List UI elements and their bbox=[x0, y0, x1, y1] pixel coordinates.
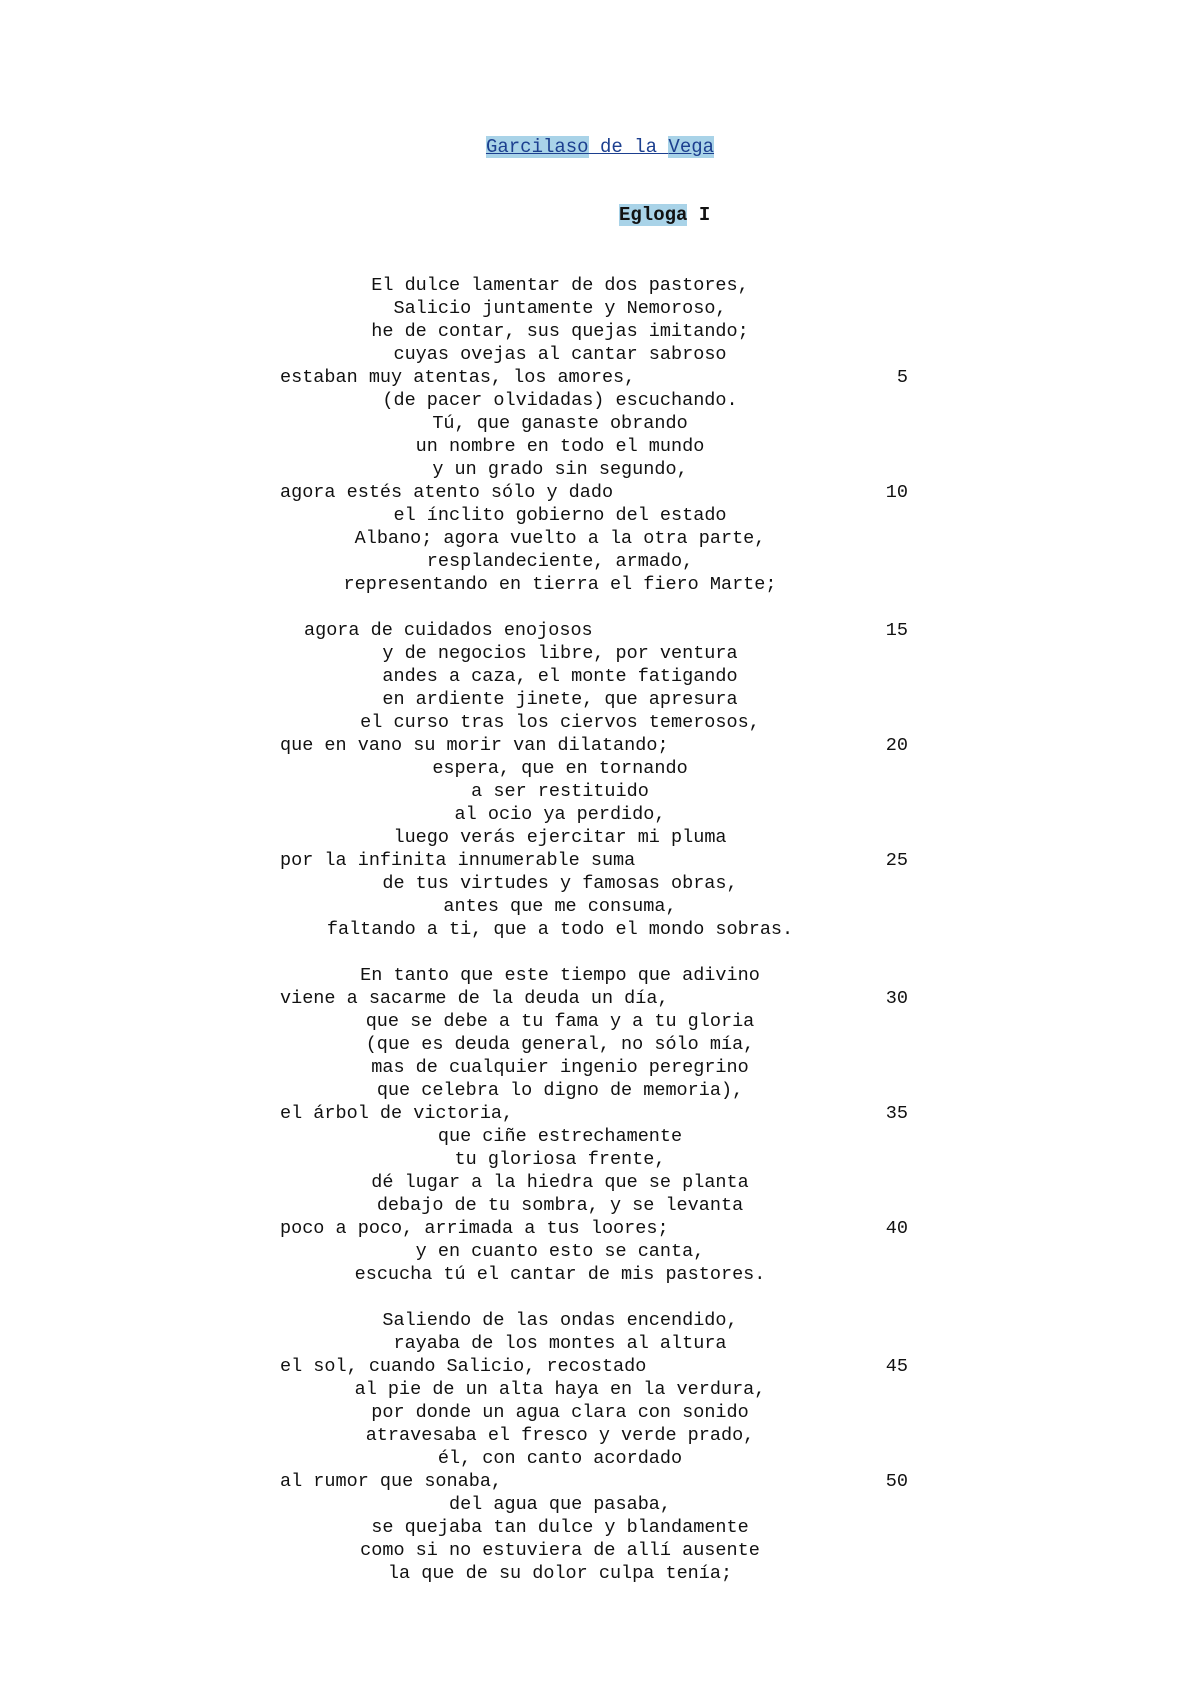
verse-number: 45 bbox=[885, 1356, 908, 1377]
verse-text: Salicio juntamente y Nemoroso, bbox=[393, 298, 727, 319]
verse-line bbox=[280, 918, 940, 941]
verse-text: por donde un agua clara con sonido bbox=[371, 1402, 749, 1423]
verse-line bbox=[280, 1171, 940, 1194]
verse-line bbox=[280, 1263, 940, 1286]
verse-line bbox=[280, 780, 940, 803]
verse-text: en ardiente jinete, que apresura bbox=[382, 689, 738, 710]
verse-text: como si no estuviera de allí ausente bbox=[360, 1540, 760, 1561]
verse-line bbox=[280, 1309, 940, 1332]
verse-line bbox=[280, 527, 940, 550]
verse-text: por la infinita innumerable suma bbox=[280, 850, 636, 871]
verse-line bbox=[280, 987, 940, 1010]
verse-number: 35 bbox=[885, 1103, 908, 1124]
verse-text: atravesaba el fresco y verde prado, bbox=[365, 1425, 755, 1446]
verse-text: escucha tú el cantar de mis pastores. bbox=[354, 1264, 766, 1285]
author-link[interactable] bbox=[486, 136, 714, 158]
verse-line bbox=[280, 1033, 940, 1056]
verse-text: al pie de un alta haya en la verdura, bbox=[354, 1379, 766, 1400]
verse-text: agora de cuidados enojosos bbox=[304, 620, 593, 641]
verse-text: el ínclito gobierno del estado bbox=[393, 505, 727, 526]
verse-line bbox=[280, 412, 940, 435]
verse-line bbox=[280, 573, 940, 596]
verse-line bbox=[280, 550, 940, 573]
verse-text: viene a sacarme de la deuda un día, bbox=[280, 988, 669, 1009]
verse-line bbox=[280, 1355, 940, 1378]
verse-line bbox=[280, 1539, 940, 1562]
verse-line bbox=[280, 1240, 940, 1263]
verse-text: Albano; agora vuelto a la otra parte, bbox=[354, 528, 766, 549]
verse-line bbox=[280, 711, 940, 734]
verse-text: se quejaba tan dulce y blandamente bbox=[371, 1517, 749, 1538]
verse-text: poco a poco, arrimada a tus loores; bbox=[280, 1218, 669, 1239]
verse-line bbox=[280, 1516, 940, 1539]
stanza-break bbox=[280, 596, 940, 619]
verse-text: tu gloriosa frente, bbox=[454, 1149, 666, 1170]
verse-text: del agua que pasaba, bbox=[448, 1494, 672, 1515]
verse-text: dé lugar a la hiedra que se planta bbox=[371, 1172, 749, 1193]
verse-line bbox=[280, 366, 940, 389]
author-particle: de la bbox=[588, 136, 669, 158]
verse-text: la que de su dolor culpa tenía; bbox=[387, 1563, 733, 1584]
verse-line bbox=[280, 642, 940, 665]
verse-line bbox=[280, 481, 940, 504]
verse-number: 20 bbox=[885, 735, 908, 756]
verse-text: y de negocios libre, por ventura bbox=[382, 643, 738, 664]
verse-text: debajo de tu sombra, y se levanta bbox=[376, 1195, 744, 1216]
verse-text: rayaba de los montes al altura bbox=[393, 1333, 727, 1354]
verse-line bbox=[280, 1470, 940, 1493]
verse-text: y en cuanto esto se canta, bbox=[415, 1241, 705, 1262]
verse-line bbox=[280, 1056, 940, 1079]
verse-text: Saliendo de las ondas encendido, bbox=[382, 1310, 738, 1331]
verse-text: el sol, cuando Salicio, recostado bbox=[280, 1356, 647, 1377]
verse-text: espera, que en tornando bbox=[432, 758, 688, 779]
verse-number: 5 bbox=[896, 367, 908, 388]
verse-text: he de contar, sus quejas imitando; bbox=[371, 321, 749, 342]
verse-text: andes a caza, el monte fatigando bbox=[382, 666, 738, 687]
verse-text: el curso tras los ciervos temerosos, bbox=[360, 712, 760, 733]
verse-line bbox=[280, 320, 940, 343]
verse-text: un nombre en todo el mundo bbox=[415, 436, 705, 457]
verse-text: y un grado sin segundo, bbox=[432, 459, 688, 480]
verse-line bbox=[280, 389, 940, 412]
verse-text: agora estés atento sólo y dado bbox=[280, 482, 614, 503]
verse-line bbox=[280, 964, 940, 987]
verse-number: 40 bbox=[885, 1218, 908, 1239]
verse-line bbox=[280, 688, 940, 711]
verse-text: (de pacer olvidadas) escuchando. bbox=[382, 390, 738, 411]
verse-text: (que es deuda general, no sólo mía, bbox=[365, 1034, 755, 1055]
verse-text: a ser restituido bbox=[471, 781, 649, 802]
verse-text: de tus virtudes y famosas obras, bbox=[382, 873, 738, 894]
verse-text: que ciñe estrechamente bbox=[437, 1126, 683, 1147]
stanza-break bbox=[280, 941, 940, 964]
verse-line bbox=[280, 1217, 940, 1240]
verse-text: que celebra lo digno de memoria), bbox=[376, 1080, 744, 1101]
poem-title-word: Egloga bbox=[619, 204, 688, 226]
verse-text: el árbol de victoria, bbox=[280, 1103, 514, 1124]
verse-line bbox=[280, 1401, 940, 1424]
verse-line bbox=[280, 504, 940, 527]
verse-line bbox=[280, 1447, 940, 1470]
verse-line bbox=[280, 1424, 940, 1447]
verse-text: Tú, que ganaste obrando bbox=[432, 413, 688, 434]
verse-text: que en vano su morir van dilatando; bbox=[280, 735, 669, 756]
verse-text: antes que me consuma, bbox=[443, 896, 677, 917]
verse-line bbox=[280, 757, 940, 780]
verse-text: al rumor que sonaba, bbox=[280, 1471, 503, 1492]
verse-text: luego verás ejercitar mi pluma bbox=[393, 827, 727, 848]
verse-text: El dulce lamentar de dos pastores, bbox=[371, 275, 749, 296]
verse-number: 15 bbox=[885, 620, 908, 641]
verse-line bbox=[280, 665, 940, 688]
verse-line bbox=[280, 435, 940, 458]
verse-line bbox=[280, 1378, 940, 1401]
verse-line bbox=[280, 1125, 940, 1148]
verse-line bbox=[280, 458, 940, 481]
poem-body bbox=[280, 274, 940, 1585]
verse-line bbox=[280, 1493, 940, 1516]
author-first-name: Garcilaso bbox=[485, 136, 589, 158]
verse-text: que se debe a tu fama y a tu gloria bbox=[365, 1011, 755, 1032]
verse-line bbox=[280, 895, 940, 918]
author-heading bbox=[0, 135, 1200, 159]
verse-line bbox=[280, 734, 940, 757]
verse-line bbox=[280, 872, 940, 895]
verse-line bbox=[280, 803, 940, 826]
verse-text: estaban muy atentas, los amores, bbox=[280, 367, 636, 388]
stanza-break bbox=[280, 1286, 940, 1309]
verse-text: resplandeciente, armado, bbox=[426, 551, 694, 572]
verse-line bbox=[280, 1079, 940, 1102]
verse-text: al ocio ya perdido, bbox=[454, 804, 666, 825]
verse-text: En tanto que este tiempo que adivino bbox=[360, 965, 760, 986]
verse-line bbox=[280, 274, 940, 297]
verse-number: 50 bbox=[885, 1471, 908, 1492]
verse-line bbox=[280, 826, 940, 849]
verse-line bbox=[280, 1332, 940, 1355]
verse-line bbox=[280, 619, 940, 642]
verse-line bbox=[280, 1148, 940, 1171]
verse-line bbox=[280, 1010, 940, 1033]
verse-line bbox=[280, 1562, 940, 1585]
verse-line bbox=[280, 343, 940, 366]
verse-number: 25 bbox=[885, 850, 908, 871]
verse-line bbox=[280, 1102, 940, 1125]
verse-number: 30 bbox=[885, 988, 908, 1009]
verse-text: representando en tierra el fiero Marte; bbox=[343, 574, 777, 595]
verse-line bbox=[280, 849, 940, 872]
verse-text: faltando a ti, que a todo el mondo sobras. bbox=[326, 919, 794, 940]
verse-text: mas de cualquier ingenio peregrino bbox=[371, 1057, 749, 1078]
verse-text: cuyas ovejas al cantar sabroso bbox=[393, 344, 727, 365]
poem-title-numeral: I bbox=[687, 204, 711, 226]
verse-line bbox=[280, 297, 940, 320]
verse-line bbox=[280, 1194, 940, 1217]
verse-number: 10 bbox=[885, 482, 908, 503]
verse-text: él, con canto acordado bbox=[437, 1448, 683, 1469]
author-last-name: Vega bbox=[668, 136, 715, 158]
